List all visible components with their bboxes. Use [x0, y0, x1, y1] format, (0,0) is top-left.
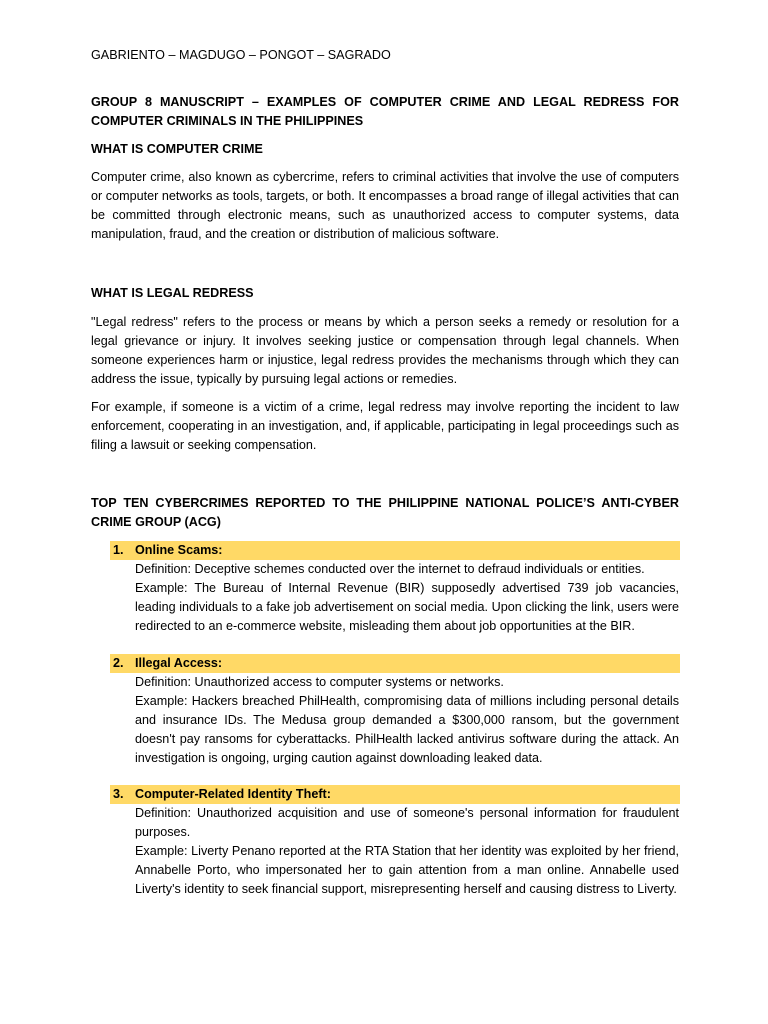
list-item-body: [135, 673, 679, 768]
list-item-body: [135, 804, 679, 899]
paragraph-computer-crime: Computer crime, also known as cybercrime, refers to criminal activities that involve the use of computers or computer networks as tools, targets, or both. It encompasses a broad range of illegal activities that can be committed through electronic means, such as unauthorized access to computer systems, data manipulation, fraud, and the creation or distribution of malicious software.: [91, 170, 679, 241]
list-item-definition: Definition: Deceptive schemes conducted over the internet to defraud individuals or entities.: [135, 562, 645, 576]
heading-legal-redress: WHAT IS LEGAL REDRESS: [91, 286, 254, 300]
list-item-example: Example: Hackers breached PhilHealth, compromising data of millions including personal details and insurance IDs. The Medusa group demanded a $300,000 ransom, but the government doesn't pay ransoms for cyberattacks. PhilHealth lacked antivirus software during the attack. An investigation is ongoing, urging caution against downloading leaked data.: [135, 694, 679, 765]
list-item-example: Example: The Bureau of Internal Revenue (BIR) supposedly advertised 739 job vacancies, leading individuals to a fake job advertisement on social media. Upon clicking the link, users were redirected to an e-commerce website, misleading them about job opportunities at the BIR.: [135, 581, 679, 633]
list-item-heading: [110, 654, 680, 673]
list-item-label: Online Scams:: [135, 543, 223, 557]
paragraph-legal-redress-example: For example, if someone is a victim of a crime, legal redress may involve reporting the incident to law enforcement, cooperating in an investigation, and, if applicable, participating in legal proceedings such as filing a lawsuit or seeking compensation.: [91, 400, 679, 452]
list-item-body: [135, 560, 679, 636]
list-item-definition: Definition: Unauthorized access to computer systems or networks.: [135, 675, 504, 689]
list-item-example: Example: Liverty Penano reported at the RTA Station that her identity was exploited by her friend, Annabelle Porto, who impersonated her to gain attention from a man online. Annabelle used Liverty's identity to seek financial support, misrepresenting herself and causing distress to Liverty.: [135, 844, 679, 896]
list-item-label: Computer-Related Identity Theft:: [135, 787, 331, 801]
document-title: GROUP 8 MANUSCRIPT – EXAMPLES OF COMPUTER CRIME AND LEGAL REDRESS FOR COMPUTER CRIMINALS IN THE PHILIPPINES: [91, 95, 679, 128]
paragraph-legal-redress-definition: "Legal redress" refers to the process or means by which a person seeks a remedy or resolution for a legal grievance or injury. It involves seeking justice or compensation through legal channels. When someone experiences harm or injustice, legal redress provides the mechanisms through which they can address the issue, typically by pursuing legal actions or remedies.: [91, 315, 679, 386]
list-item-label: Illegal Access:: [135, 656, 223, 670]
authors-line: GABRIENTO – MAGDUGO – PONGOT – SAGRADO: [91, 48, 391, 62]
list-item-number: 1.: [113, 543, 124, 557]
list-item-heading: [110, 785, 680, 804]
heading-top-ten-cybercrimes: TOP TEN CYBERCRIMES REPORTED TO THE PHILIPPINE NATIONAL POLICE’S ANTI-CYBER CRIME GROUP (ACG): [91, 496, 679, 529]
list-item-definition: Definition: Unauthorized acquisition and use of someone's personal information for fraudulent purposes.: [135, 806, 679, 839]
list-item-number: 3.: [113, 787, 124, 801]
list-item-number: 2.: [113, 656, 124, 670]
list-item-heading: [110, 541, 680, 560]
heading-computer-crime: WHAT IS COMPUTER CRIME: [91, 142, 263, 156]
